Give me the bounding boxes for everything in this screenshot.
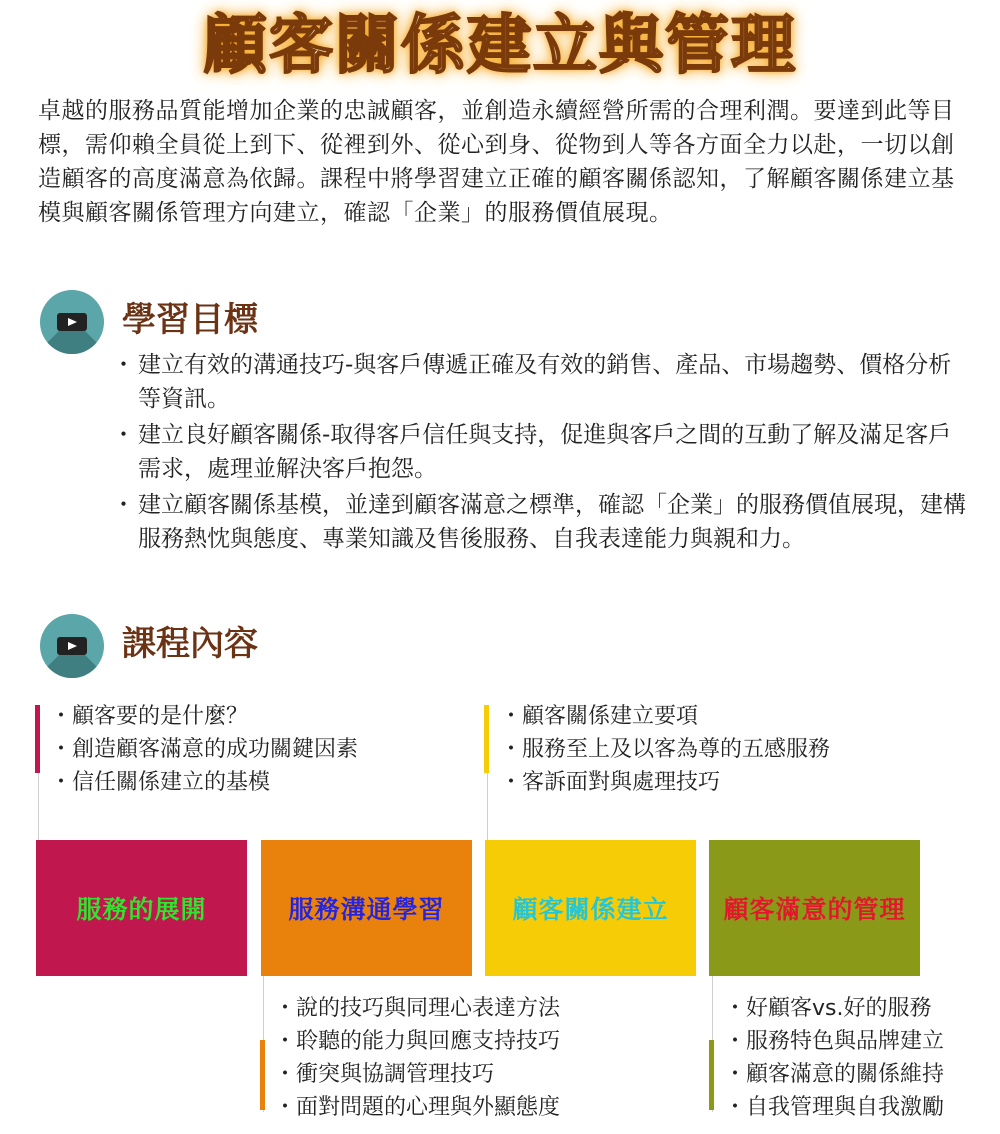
- video-play-icon: [40, 290, 104, 354]
- list-item: ・ 衝突與協調管理技巧: [274, 1058, 560, 1091]
- accent-bar: [709, 1040, 714, 1110]
- list-item: ・ 面對問題的心理與外顯態度: [274, 1091, 560, 1124]
- module-box-service-development: [36, 840, 247, 976]
- accent-bar: [35, 705, 40, 773]
- intro-paragraph: 卓越的服務品質能增加企業的忠誠顧客，並創造永續經營所需的合理利潤。要達到此等目標，需仰賴全員從上到下、從裡到外、從心到身、從物到人等各方面全力以赴，一切以創造顧客的高度滿意為依歸。課程中將學習建立正確的顧客關係認知，了解顧客關係建立基模與顧客關係管理方向建立，確認「企業」的服務價值展現。: [38, 98, 955, 226]
- list-item: ・ 顧客滿意的關係維持: [724, 1058, 944, 1091]
- module-label: 服務的展開: [76, 895, 207, 924]
- list-item: ・ 信任關係建立的基模: [50, 766, 358, 799]
- page-title: 顧客關係建立與管理: [203, 9, 797, 83]
- section-title-content: 課程內容: [122, 624, 258, 664]
- module-label: 服務溝通學習: [288, 895, 445, 924]
- module-label: 顧客關係建立: [512, 895, 669, 924]
- accent-bar: [260, 1040, 265, 1110]
- list-item: ・ 顧客關係建立要項: [500, 700, 830, 733]
- module-box-satisfaction-management: [709, 840, 920, 976]
- module-4-topics: [724, 992, 944, 1124]
- list-item: ・ 客訴面對與處理技巧: [500, 766, 830, 799]
- video-play-icon: [40, 614, 104, 678]
- list-item: ・ 服務特色與品牌建立: [724, 1025, 944, 1058]
- accent-bar: [484, 705, 489, 773]
- list-item: ・ 自我管理與自我激勵: [724, 1091, 944, 1124]
- list-item: ・ 好顧客vs.好的服務: [724, 992, 944, 1025]
- goals-list: [112, 348, 972, 558]
- goal-item: ・ 建立顧客關係基模，並達到顧客滿意之標準，確認「企業」的服務價值展現，建構服務熱忱與態度、專業知識及售後服務、自我表達能力與親和力。: [112, 488, 972, 556]
- module-box-customer-relations: [485, 840, 696, 976]
- list-item: ・ 服務至上及以客為尊的五感服務: [500, 733, 830, 766]
- list-item: ・ 聆聽的能力與回應支持技巧: [274, 1025, 560, 1058]
- section-title-goals: 學習目標: [122, 300, 258, 340]
- module-1-topics: [50, 700, 358, 799]
- list-item: ・ 說的技巧與同理心表達方法: [274, 992, 560, 1025]
- module-3-topics: [500, 700, 830, 799]
- list-item: ・ 創造顧客滿意的成功關鍵因素: [50, 733, 358, 766]
- goal-item: ・ 建立有效的溝通技巧-與客戶傳遞正確及有效的銷售、產品、市場趨勢、價格分析等資訊。: [112, 348, 972, 416]
- list-item: ・ 顧客要的是什麼？: [50, 700, 358, 733]
- module-box-service-communication: [261, 840, 472, 976]
- module-label: 顧客滿意的管理: [723, 895, 906, 924]
- module-2-topics: [274, 992, 560, 1124]
- goal-item: ・ 建立良好顧客關係-取得客戶信任與支持，促進與客戶之間的互動了解及滿足客戶需求，處理並解決客戶抱怨。: [112, 418, 972, 486]
